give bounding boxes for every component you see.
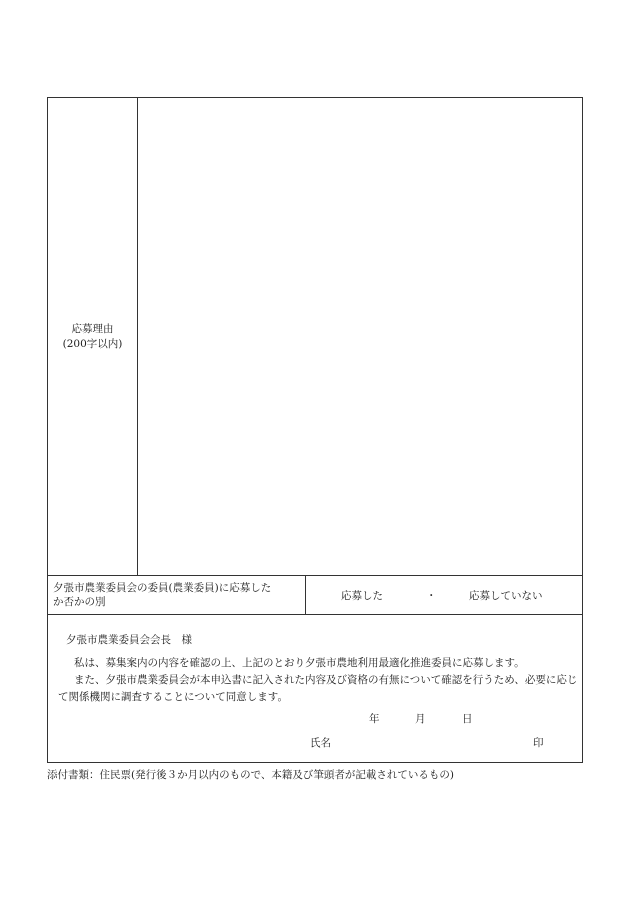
option-applied[interactable]: 応募した	[341, 590, 383, 602]
applied-choices-cell	[306, 576, 582, 614]
attachment-note: 添付書類：住民票(発行後３か月以内のもので、本籍及び筆頭者が記載されているもの)	[47, 769, 454, 781]
application-form	[47, 97, 583, 763]
name-label: 氏名	[310, 737, 331, 749]
day-label: 日	[462, 713, 473, 725]
signature-line	[48, 735, 582, 751]
reason-limit-label: (200字以内)	[62, 337, 123, 350]
declaration-paragraph-1: 私は、募集案内の内容を確認の上、上記のとおり夕張市農地利用最適化推進委員に応募します。	[74, 657, 525, 669]
applied-label-line2: か否かの別	[53, 596, 106, 608]
reason-row	[48, 98, 582, 576]
reason-label-cell	[48, 98, 138, 575]
year-label: 年	[369, 713, 380, 725]
declaration-paragraph-2: また、夕張市農業委員会が本申込書に記入された内容及び資格の有無について確認を行うため、必要に応じて関係機関に調査することについて同意します。	[58, 674, 578, 703]
seal-label: 印	[533, 737, 544, 749]
applied-row	[48, 576, 582, 615]
declaration-row	[48, 615, 582, 762]
addressee: 夕張市農業委員会会長 様	[66, 634, 192, 646]
applied-label-cell	[48, 576, 306, 614]
reason-label: 応募理由	[71, 322, 114, 335]
reason-text-area[interactable]	[138, 98, 582, 575]
date-line	[48, 711, 582, 727]
month-label: 月	[415, 713, 426, 725]
option-separator: ・	[426, 590, 437, 602]
option-not-applied[interactable]: 応募していない	[469, 590, 543, 602]
applied-label-line1: 夕張市農業委員会の委員(農業委員)に応募した	[53, 582, 272, 594]
